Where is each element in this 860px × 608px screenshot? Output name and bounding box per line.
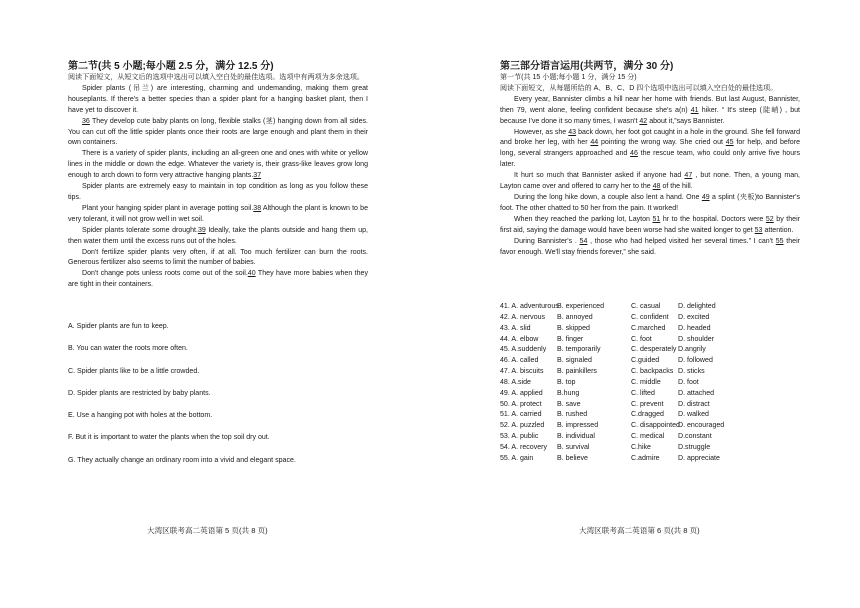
choice-c: C. confident bbox=[631, 313, 669, 321]
choice-c: C.marched bbox=[631, 324, 666, 332]
page-footer: 大湾区联考高二英语第 6 页(共 8 页) bbox=[579, 526, 700, 535]
paragraph-8-text-b: They have more babies when they are tight in their containers. bbox=[68, 270, 368, 289]
paragraph-8-text-a: Don't change pots unless roots come out of the soil. bbox=[82, 270, 248, 278]
cloze-text: for help, and before long, several strangers approached and bbox=[500, 139, 800, 158]
blank-43: 43 bbox=[568, 128, 577, 136]
paragraph-8 bbox=[68, 269, 368, 291]
paragraph-1: Spider plants (吊兰) are interesting, charming and undemanding, making them great houseplants. If there's a better species than a spider plant for a hanging basket plant, then I have yet to discover it. bbox=[68, 84, 368, 114]
choice-row-44 bbox=[500, 335, 800, 346]
cloze-paragraph-6 bbox=[500, 237, 800, 259]
choice-a: 41. A. adventurous bbox=[500, 303, 559, 310]
cloze-text: their favor enough. We'll stay friends forever,” she said. bbox=[500, 237, 800, 256]
choice-c: C.guided bbox=[631, 357, 660, 365]
choice-d: D.constant bbox=[678, 433, 712, 441]
cloze-paragraph-3 bbox=[500, 171, 800, 193]
cloze-paragraph-2 bbox=[500, 128, 800, 172]
choice-a: 43. A. slid bbox=[500, 324, 531, 332]
choice-b: B. survival bbox=[557, 443, 590, 451]
paragraph-6-text-a: Spider plants tolerate some drought. bbox=[82, 226, 198, 234]
cloze-text: pointing the wrong way. She cried out bbox=[598, 139, 726, 147]
choice-a: 52. A. puzzled bbox=[500, 422, 545, 430]
paragraph-2-text: They develop cute baby plants on long, flexible stalks (茎) hanging down from all sides. You can cut off the little spider plants once their roots are large enough and plant them in their own containers. bbox=[68, 117, 368, 147]
choice-a: 54. A. recovery bbox=[500, 443, 548, 451]
option-c: C. Spider plants like to be a little crowded. bbox=[68, 367, 200, 375]
blank-47: 47 bbox=[684, 172, 693, 180]
blank-55: 55 bbox=[775, 237, 784, 245]
option-d: D. Spider plants are restricted by baby plants. bbox=[68, 389, 211, 397]
choice-b: B. individual bbox=[557, 433, 595, 441]
cloze-text: , those who had helped visited her several times.” I can't bbox=[587, 237, 776, 245]
choice-a: 45. A.suddenly bbox=[500, 346, 547, 354]
choice-d: D. sticks bbox=[678, 368, 705, 376]
paragraph-6-text-b: Ideally, take the plants outside and hang them up, then water them until the excess runs out of the holes. bbox=[68, 226, 368, 245]
choice-b: B. top bbox=[557, 378, 576, 386]
choice-a: 44. A. elbow bbox=[500, 335, 539, 343]
choice-row-49 bbox=[500, 389, 800, 400]
option-f: F. But it is important to water the plants when the top soil dry out. bbox=[68, 434, 270, 442]
reading-passage bbox=[68, 73, 368, 291]
choice-d: D. attached bbox=[678, 389, 715, 397]
choice-row-48 bbox=[500, 378, 800, 389]
choice-row-45 bbox=[500, 345, 800, 356]
cloze-text: back down, her foot got caught in a hole in the ground. She fell forward and broke her leg, with her bbox=[500, 128, 801, 147]
choice-c: C.admire bbox=[631, 454, 660, 462]
option-e: E. Use a hanging pot with holes at the bottom. bbox=[68, 412, 213, 420]
blank-39: 39 bbox=[197, 226, 206, 234]
cloze-text: Every year, Bannister climbs a hill near her home with friends. But last August, Bannister, then 79, went alone, feeling confident because she's a(n) bbox=[500, 95, 800, 114]
choice-a: 51. A. carried bbox=[500, 411, 542, 419]
page-footer: 大湾区联考高二英语第 5 页(共 8 页) bbox=[147, 526, 268, 535]
choice-b: B. temporarily bbox=[557, 346, 601, 354]
paragraph-7: Don't fertilize spider plants very often, if at all. Too much fertilizer can burn the roots. Generous fertilizer also seems to limit the number of babies. bbox=[68, 248, 368, 267]
cloze-paragraph-4 bbox=[500, 193, 800, 215]
blank-38: 38 bbox=[253, 204, 262, 212]
blank-53: 53 bbox=[754, 226, 763, 234]
choice-b: B. impressed bbox=[557, 422, 599, 430]
choice-row-46 bbox=[500, 356, 800, 367]
blank-48: 48 bbox=[652, 183, 661, 191]
choice-d: D. followed bbox=[678, 357, 713, 365]
paragraph-3-text: There is a variety of spider plants, including an all-green one and ones with white or yellow lines in the middle or down the edge. Whatever the variety is, their grass-like leaves grow long enough to arch down to form very attractive hanging plants. bbox=[68, 150, 368, 180]
choice-d: D. distract bbox=[678, 400, 710, 408]
choice-c: C. medical bbox=[631, 433, 665, 441]
choice-b: B. save bbox=[557, 400, 581, 408]
paragraph-5 bbox=[68, 204, 368, 226]
choice-a: 50. A. protect bbox=[500, 400, 542, 408]
choice-a: 46. A. called bbox=[500, 357, 539, 365]
choice-d: D. headed bbox=[678, 324, 711, 332]
blank-44: 44 bbox=[590, 139, 599, 147]
paragraph-3 bbox=[68, 149, 368, 182]
option-g: G. They actually change an ordinary room into a vivid and elegant space. bbox=[68, 456, 296, 464]
choice-c: C. foot bbox=[631, 335, 652, 343]
cloze-text: , but none. Then, a young man, Layton came over and offered to carry her to the bbox=[500, 172, 800, 191]
choice-d: D. encouraged bbox=[678, 422, 725, 430]
choice-row-55 bbox=[500, 454, 800, 465]
choice-c: C. backpacks bbox=[631, 368, 674, 376]
paragraph-5-text-b: Although the plant is known to be very tolerant, it will not grow well in wet soil. bbox=[68, 204, 368, 223]
choice-b: B. experienced bbox=[557, 303, 605, 310]
cloze-text: about it,”says Bannister. bbox=[647, 117, 725, 125]
blank-41: 41 bbox=[690, 106, 699, 114]
choice-b: B. painkillers bbox=[557, 368, 597, 376]
cloze-text: During the long hike down, a couple also lent a hand. One bbox=[514, 193, 702, 201]
blank-45: 45 bbox=[725, 139, 734, 147]
choice-d: D. foot bbox=[678, 378, 699, 386]
cloze-paragraph-1 bbox=[500, 95, 800, 128]
cloze-paragraph-5 bbox=[500, 215, 800, 237]
choice-row-52 bbox=[500, 421, 800, 432]
choice-c: C.hike bbox=[631, 443, 651, 451]
paragraph-2 bbox=[68, 117, 368, 150]
choice-table bbox=[500, 302, 800, 465]
blank-52: 52 bbox=[765, 215, 774, 223]
choice-row-51 bbox=[500, 410, 800, 421]
choice-a: 49. A. applied bbox=[500, 389, 543, 397]
paragraph-6 bbox=[68, 226, 368, 248]
choice-b: B. signaled bbox=[557, 357, 592, 365]
section-title: 第一节(共 15 小题;每小题 1 分，满分 15 分) bbox=[500, 74, 637, 81]
blank-49: 49 bbox=[701, 193, 710, 201]
cloze-passage bbox=[500, 73, 800, 258]
cloze-text: It hurt so much that Bannister asked if anyone had bbox=[514, 172, 685, 180]
cloze-text: a splint (夹板)to Bannister's foot. The other chatted to 50 her from the pain. It worked! bbox=[500, 193, 800, 212]
choice-row-42 bbox=[500, 313, 800, 324]
choice-c: C. lifted bbox=[631, 389, 655, 397]
choice-row-43 bbox=[500, 324, 800, 335]
choice-row-41 bbox=[500, 302, 800, 313]
choice-b: B. annoyed bbox=[557, 313, 593, 321]
instructions: 阅读下面短文，从短文后的选项中选出可以填入空白处的最佳选项。选项中有两项为多余选项。 bbox=[68, 74, 364, 81]
cloze-text: by their first aid, saying the damage would have been worse had she waited longer to get bbox=[500, 215, 800, 234]
option-b: B. You can water the roots more often. bbox=[68, 345, 188, 353]
choice-d: D. excited bbox=[678, 313, 710, 321]
choice-a: 48. A.side bbox=[500, 378, 531, 386]
cloze-text: During Bannister's . bbox=[514, 237, 580, 245]
choice-b: B.hung bbox=[557, 389, 580, 397]
choice-c: C. middle bbox=[631, 378, 661, 386]
choice-d: D. delighted bbox=[678, 303, 716, 310]
choice-row-50 bbox=[500, 400, 800, 411]
page-5 bbox=[68, 0, 368, 608]
options-list bbox=[68, 322, 368, 478]
instructions: 阅读下面短文，从每题所给的 A、B、C、D 四个选项中选出可以填入空白处的最佳选项。 bbox=[500, 84, 778, 92]
choice-b: B. believe bbox=[557, 454, 588, 462]
cloze-text: the rescue team, who could only arrive five hours later. bbox=[500, 150, 800, 169]
choice-c: C. desperately bbox=[631, 346, 677, 354]
blank-37: 37 bbox=[253, 172, 262, 180]
choice-c: C.dragged bbox=[631, 411, 664, 419]
choice-d: D. shoulder bbox=[678, 335, 715, 343]
choice-b: B. finger bbox=[557, 335, 584, 343]
blank-54: 54 bbox=[579, 237, 588, 245]
cloze-text: hiker. “ It's steep (陡峭) , but because I've done it so many times, I wasn't bbox=[500, 106, 800, 125]
paragraph-4: Spider plants are extremely easy to maintain in top condition as long as you follow these tips. bbox=[68, 183, 368, 201]
blank-42: 42 bbox=[639, 117, 648, 125]
choice-row-47 bbox=[500, 367, 800, 378]
cloze-text: However, as she bbox=[514, 128, 569, 136]
choice-row-53 bbox=[500, 432, 800, 443]
choice-d: D.angrily bbox=[678, 346, 706, 354]
choice-c: C. disappointed bbox=[631, 422, 680, 430]
paragraph-5-text-a: Plant your hanging spider plant in average potting soil. bbox=[82, 204, 254, 212]
cloze-text: of the hill. bbox=[660, 183, 693, 191]
choice-a: 42. A. nervous bbox=[500, 313, 546, 321]
blank-51: 51 bbox=[652, 215, 661, 223]
choice-a: 53. A. public bbox=[500, 433, 539, 441]
choice-c: C. prevent bbox=[631, 400, 664, 408]
blank-36: 36 bbox=[82, 117, 90, 125]
choice-a: 55. A. gain bbox=[500, 454, 534, 462]
section-title: 第二节(共 5 小题;每小题 2.5 分，满分 12.5 分) bbox=[68, 61, 274, 72]
blank-40: 40 bbox=[247, 270, 256, 278]
blank-46: 46 bbox=[630, 150, 638, 158]
cloze-text: attention. bbox=[762, 226, 794, 234]
choice-a: 47. A. biscuits bbox=[500, 368, 544, 376]
choice-row-54 bbox=[500, 443, 800, 454]
cloze-text: When they reached the parking lot, Layton bbox=[514, 215, 653, 223]
page-6 bbox=[500, 0, 800, 608]
choice-b: B. skipped bbox=[557, 324, 590, 332]
cloze-text: hr to the hospital. Doctors were bbox=[660, 215, 766, 223]
choice-d: D.struggle bbox=[678, 443, 711, 451]
choice-c: C. casual bbox=[631, 303, 661, 310]
part-title: 第三部分语言运用(共两节，满分 30 分) bbox=[500, 61, 674, 72]
choice-d: D. walked bbox=[678, 411, 709, 419]
choice-b: B. rushed bbox=[557, 411, 588, 419]
choice-d: D. appreciate bbox=[678, 454, 720, 462]
option-a: A. Spider plants are fun to keep. bbox=[68, 323, 169, 330]
